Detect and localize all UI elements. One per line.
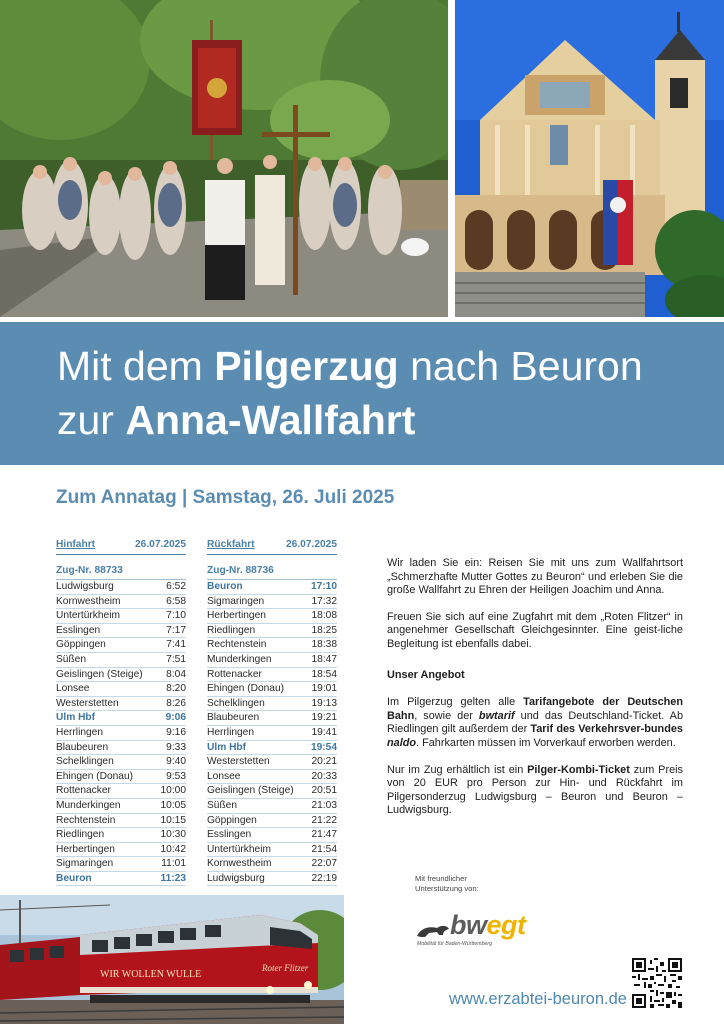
departure-time: 8:26 [166,697,186,709]
direction-label: Rückfahrt [207,539,255,550]
station-name: Herrlingen [207,726,254,738]
offer-paragraph-1: Im Pilgerzug gelten alle Tarifangebote der Deutschen Bahn, sowie der bwtarif und das Deutschland-Ticket. Ab Riedlingen gilt außerdem der Tarif des Verkehrsver-bundes naldo. Fahrkarten müssen im Vorverkauf erworben werden. [387,696,684,749]
departure-time: 6:52 [166,581,186,592]
station-name: Esslingen [56,624,101,636]
website-url[interactable]: www.erzabtei-beuron.de [449,990,627,1008]
departure-time: 22:19 [311,872,337,884]
station-name: Kornwestheim [207,858,272,870]
timetable-row [207,770,337,785]
departure-time: 6:58 [166,595,186,607]
station-name: Ludwigsburg [56,581,114,592]
station-name: Esslingen [207,829,252,841]
title-line-2: zur Anna-Wallfahrt [57,397,416,443]
departure-time: 17:10 [310,581,337,592]
departure-time: 21:47 [311,829,337,841]
timetable-row [207,784,337,799]
station-name: Blaubeuren [207,712,260,724]
timetable-row [56,668,186,683]
return-timetable [207,539,337,886]
station-name: Herbertingen [56,843,115,855]
departure-time: 19:01 [311,683,337,695]
station-name: Riedlingen [56,829,105,841]
lion-logo-icon [415,922,451,940]
departure-time: 7:10 [166,610,186,622]
departure-time: 9:53 [166,770,186,782]
timetable-row [56,784,186,799]
station-name: Lonsee [56,683,90,695]
station-name: Geislingen (Steige) [56,668,143,680]
timetable-rows [56,580,186,886]
timetable-row [56,595,186,610]
departure-time: 17:32 [311,595,337,607]
station-name: Herrlingen [56,726,103,738]
timetable-row [56,755,186,770]
title-line-1: Mit dem Pilgerzug nach Beuron [57,343,643,389]
timetable-row [56,741,186,756]
church-photo [455,0,724,317]
station-name: Rechtenstein [207,639,267,651]
timetable-row [207,609,337,624]
station-name: Sigmaringen [207,595,265,607]
departure-time: 10:15 [160,814,186,826]
timetable-row [207,726,337,741]
station-name: Süßen [56,653,87,665]
timetable-row [207,682,337,697]
station-name: Schelklingen [56,756,114,768]
departure-time: 7:17 [166,624,186,636]
station-name: Lonsee [207,770,241,782]
intro-paragraph-2: Freuen Sie sich auf eine Zugfahrt mit dem „Roten Flitzer“ in angenehmer Gesellschaft Gleichgesinnter. Eine geist-liche Begleitung ist ebenfalls dabei. [387,610,683,650]
station-name: Süßen [207,799,238,811]
timetable-row [207,741,337,756]
departure-time: 18:08 [311,610,337,622]
departure-time: 19:54 [310,741,337,753]
station-name: Herbertingen [207,610,266,622]
departure-time: 18:54 [311,668,337,680]
timetable-row [207,799,337,814]
timetable-row [56,638,186,653]
station-name: Westerstetten [207,756,270,768]
logo-tagline: Mobilität für Baden-Württemberg [417,941,492,947]
station-name: Ulm Hbf [56,712,96,724]
timetable-row [207,828,337,843]
timetable-row [207,580,337,595]
timetable-header [207,539,337,555]
station-name: Rottenacker [207,668,262,680]
support-note: Mit freundlicher Unterstützung von: [415,874,479,893]
station-name: Sigmaringen [56,858,114,870]
outbound-timetable [56,539,186,886]
timetable-row [207,595,337,610]
departure-time: 10:05 [160,799,186,811]
train-photo [0,895,344,1024]
train-front-text: Roter Flitzer [262,963,309,973]
bwegt-logo[interactable] [413,910,553,952]
station-name: Rechtenstein [56,814,116,826]
departure-time: 8:20 [166,683,186,695]
departure-time: 21:03 [311,799,337,811]
departure-time: 18:47 [311,653,337,665]
timetable-row [56,828,186,843]
station-name: Untertürkheim [207,843,271,855]
qr-code-icon[interactable] [632,958,682,1008]
timetable-row [56,711,186,726]
departure-time: 9:40 [166,756,186,768]
timetable-row [207,814,337,829]
station-name: Göppingen [207,814,257,826]
timetable-row [56,580,186,595]
logo-wordmark: bwegt [450,910,526,940]
timetable-rows [207,580,337,886]
event-date-subtitle: Zum Annatag | Samstag, 26. Juli 2025 [56,487,395,508]
station-name: Kornwestheim [56,595,121,607]
train-number: Zug-Nr. 88733 [56,565,186,580]
train-number: Zug-Nr. 88736 [207,565,337,580]
station-name: Schelklingen [207,697,265,709]
station-name: Beuron [56,872,92,884]
timetable-row [207,711,337,726]
station-name: Untertürkheim [56,610,120,622]
station-name: Beuron [207,581,243,592]
timetable-row [207,697,337,712]
station-name: Westerstetten [56,697,119,709]
timetable-row [207,653,337,668]
timetable-header [56,539,186,555]
intro-paragraph-1: Wir laden Sie ein: Reisen Sie mit uns zum Wallfahrtsort „Schmerzhafte Mutter Gottes zu Beuron“ und erleben Sie die große Wallfahrt zu Ehren der Heiligen Joachim und Anna. [387,557,683,597]
timetable-row [56,799,186,814]
departure-time: 21:22 [311,814,337,826]
departure-time: 21:54 [311,843,337,855]
station-name: Geislingen (Steige) [207,785,294,797]
direction-label: Hinfahrt [56,539,96,550]
departure-time: 7:51 [166,653,186,665]
station-name: Blaubeuren [56,741,109,753]
timetable-row [56,653,186,668]
departure-time: 7:41 [166,639,186,651]
departure-time: 20:51 [311,785,337,797]
timetable-row [56,770,186,785]
station-name: Ehingen (Donau) [56,770,134,782]
timetable-row [207,668,337,683]
departure-time: 20:33 [311,770,337,782]
station-name: Munderkingen [207,653,272,665]
timetable-row [207,843,337,858]
description-text [387,557,683,831]
timetable-row [207,857,337,872]
station-name: Ludwigsburg [207,872,265,884]
timetable-row [56,843,186,858]
departure-time: 18:38 [311,639,337,651]
timetable-row [56,624,186,639]
departure-time: 9:06 [165,712,186,724]
station-name: Rottenacker [56,785,111,797]
departure-time: 11:01 [161,858,186,870]
timetable-row [207,624,337,639]
travel-date: 26.07.2025 [135,539,186,550]
departure-time: 11:23 [160,872,186,884]
departure-time: 19:21 [311,712,337,724]
travel-date: 26.07.2025 [286,539,337,550]
departure-time: 9:16 [166,726,186,738]
timetable-row [207,872,337,887]
departure-time: 18:25 [311,624,337,636]
title-band [0,322,724,465]
offer-heading: Unser Angebot [387,668,465,681]
timetable-row [56,814,186,829]
departure-time: 22:07 [311,858,337,870]
station-name: Ulm Hbf [207,741,247,753]
departure-time: 9:33 [166,741,186,753]
station-name: Göppingen [56,639,106,651]
station-name: Ehingen (Donau) [207,683,285,695]
departure-time: 10:00 [160,785,186,797]
departure-time: 20:21 [311,756,337,768]
timetable-row [56,872,186,887]
timetable-row [56,697,186,712]
station-name: Munderkingen [56,799,121,811]
procession-photo [0,0,448,317]
departure-time: 19:41 [311,726,337,738]
timetable-row [207,755,337,770]
train-side-text: WIR WOLLEN WULLE [100,969,202,980]
departure-time: 10:42 [160,843,186,855]
departure-time: 19:13 [311,697,337,709]
timetable-row [56,857,186,872]
station-name: Riedlingen [207,624,256,636]
timetable-row [56,682,186,697]
departure-time: 8:04 [166,668,186,680]
departure-time: 10:30 [160,829,186,841]
timetable-row [56,726,186,741]
timetable-row [56,609,186,624]
timetable-row [207,638,337,653]
offer-paragraph-2: Nur im Zug erhältlich ist ein Pilger-Kombi-Ticket zum Preis von 20 EUR pro Person zur Hin- und Rückfahrt im Pilgersonderzug Ludwigsburg – Beuron und Beuron – Ludwigsburg. [387,763,683,817]
